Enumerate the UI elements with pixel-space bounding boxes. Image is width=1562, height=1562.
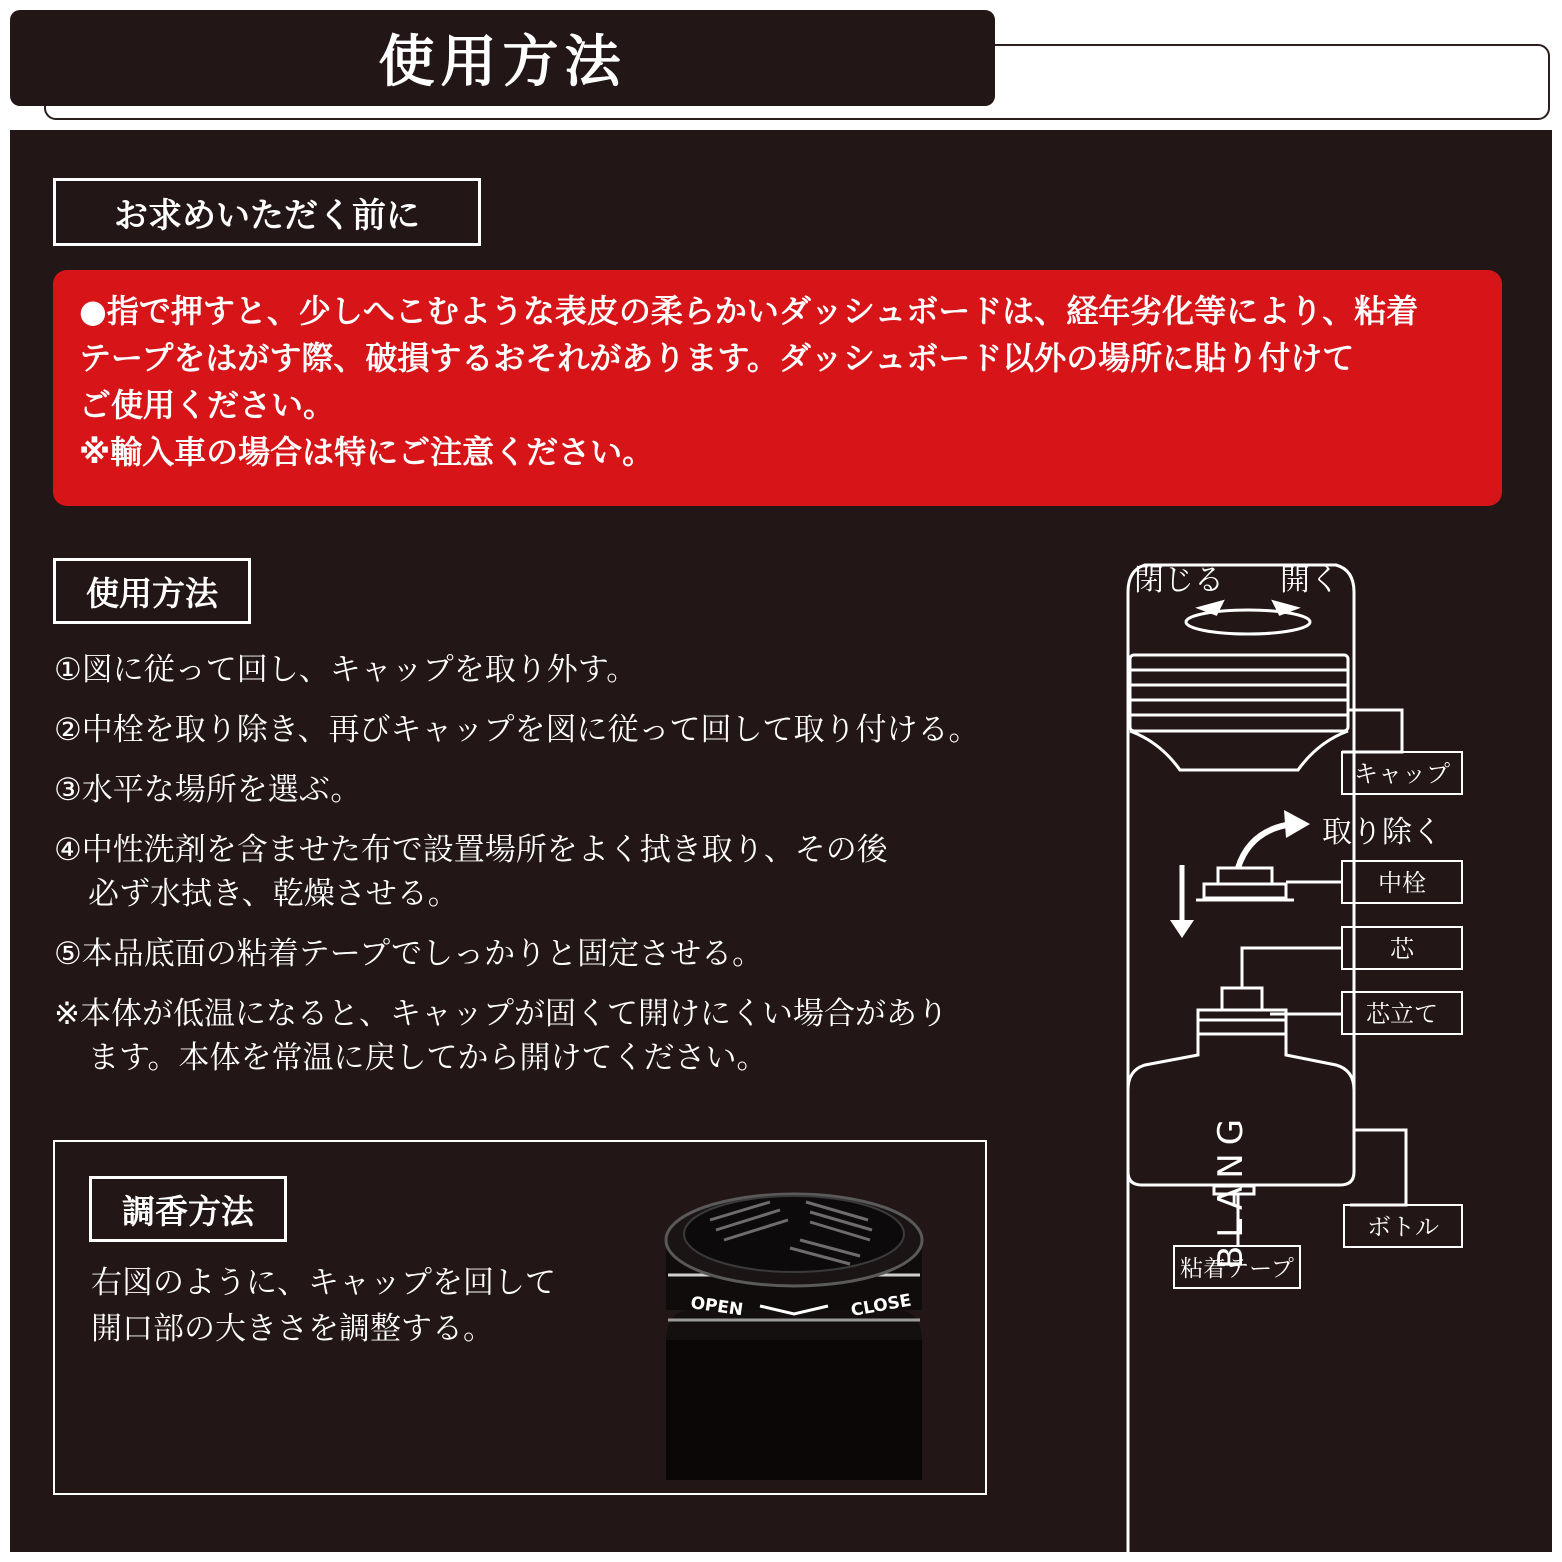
- note-line: ます。本体を常温に戻してから開けてください。: [88, 1040, 768, 1076]
- bottle-body: [1128, 565, 1354, 1185]
- diagram-svg: [10, 130, 1552, 1552]
- step-5: ⑤本品底面の粘着テープでしっかりと固定させる。: [54, 936, 764, 972]
- product-photo: [666, 1194, 922, 1480]
- brand-label: BLANG: [1211, 1110, 1251, 1270]
- plug-label: 中栓: [1378, 869, 1426, 897]
- warning-line: ※輸入車の場合は特にご注意ください。: [79, 433, 655, 471]
- rotate-arrows-icon: [1186, 602, 1310, 634]
- fragrance-heading: 調香方法: [89, 1176, 287, 1242]
- remove-arrowhead-icon: [1284, 810, 1310, 838]
- page-title: 使用方法: [10, 10, 995, 106]
- down-arrow-icon: [1170, 865, 1194, 938]
- wick-label: 芯: [1390, 935, 1414, 963]
- remove-label: 取り除く: [1322, 815, 1442, 850]
- cap-label: キャップ: [1354, 760, 1450, 788]
- wick-stand-label: 芯立て: [1366, 1000, 1438, 1028]
- close-direction-label: 閉じる: [1134, 563, 1224, 598]
- warning-line: ご使用ください。: [79, 386, 336, 424]
- open-label: OPEN: [689, 1293, 745, 1321]
- close-label: CLOSE: [849, 1290, 913, 1321]
- usage-heading: 使用方法: [53, 558, 251, 624]
- content-panel: [10, 130, 1552, 1552]
- before-purchase-heading: お求めいただく前に: [53, 178, 481, 246]
- plug-illustration: [1196, 868, 1342, 900]
- bottle-label: ボトル: [1367, 1213, 1439, 1241]
- fragrance-line: 開口部の大きさを調整する。: [91, 1311, 494, 1347]
- step-4-line: ④中性洗剤を含ませた布で設置場所をよく拭き取り、その後: [54, 832, 888, 868]
- tape-label: 粘着テープ: [1180, 1256, 1294, 1282]
- bottle-leader-line: [1350, 1130, 1406, 1205]
- step-3: ③水平な場所を選ぶ。: [54, 772, 362, 808]
- step-1: ①図に従って回し、キャップを取り外す。: [54, 652, 638, 688]
- open-direction-label: 開く: [1280, 563, 1340, 598]
- step-2: ②中栓を取り除き、再びキャップを図に従って回して取り付ける。: [54, 712, 980, 748]
- step-4-line: 必ず水拭き、乾燥させる。: [88, 876, 459, 912]
- warning-line: ●指で押すと、少しへこむような表皮の柔らかいダッシュボードは、経年劣化等により、粘着: [79, 292, 1419, 330]
- fragrance-line: 右図のように、キャップを回して: [91, 1265, 556, 1301]
- note-line: ※本体が低温になると、キャップが固くて開けにくい場合があり: [54, 996, 948, 1032]
- warning-line: テープをはがす際、破損するおそれがあります。ダッシュボード以外の場所に貼り付けて: [79, 339, 1355, 377]
- remove-arrow-icon: [1238, 824, 1292, 868]
